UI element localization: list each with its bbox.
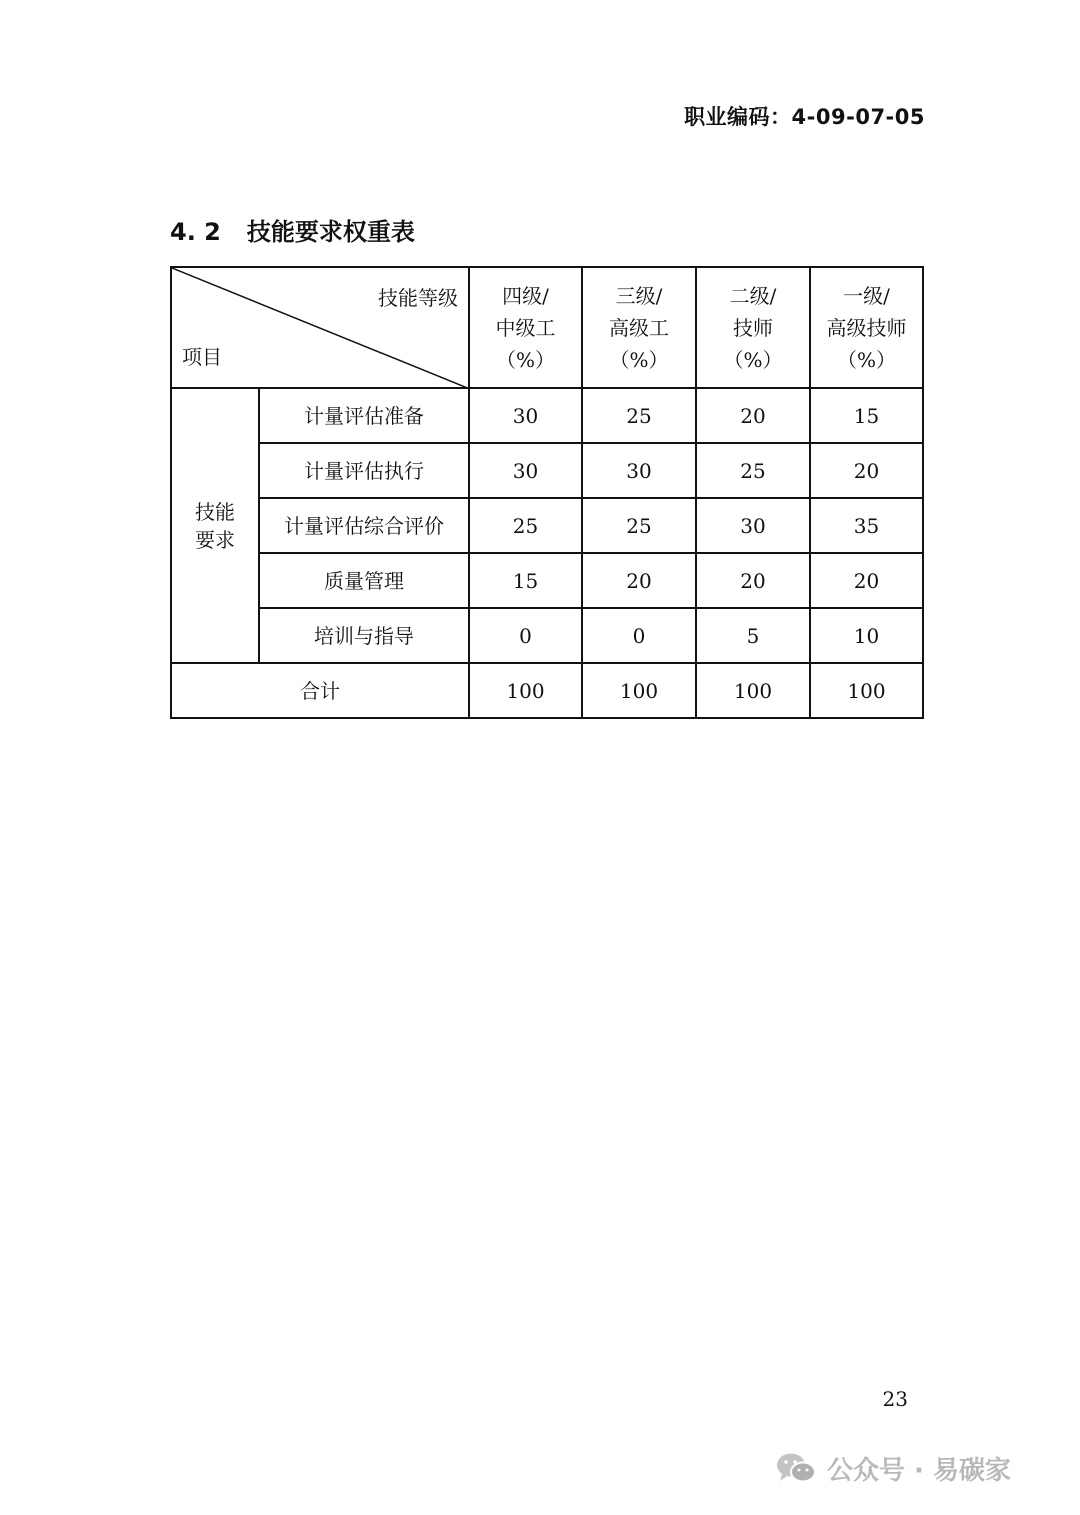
table-cell: 25 — [582, 498, 696, 553]
column-header-line: 中级工 — [495, 315, 556, 340]
watermark-text: 公众号 · 易碳家 — [827, 1455, 1011, 1486]
watermark — [775, 1448, 1011, 1488]
section-heading — [170, 212, 415, 247]
column-header-line: 技师 — [733, 315, 773, 340]
table-row — [171, 443, 923, 498]
occupation-code: 职业编码：4-09-07-05 — [684, 105, 925, 129]
table-cell: 30 — [696, 498, 810, 553]
wechat-icon — [775, 1451, 817, 1485]
table-cell: 30 — [469, 443, 582, 498]
table-row — [171, 608, 923, 663]
row-label: 计量评估执行 — [259, 443, 469, 498]
diagonal-header-cell — [171, 267, 469, 388]
table-row — [171, 388, 923, 443]
table-cell: 20 — [582, 553, 696, 608]
row-label: 培训与指导 — [259, 608, 469, 663]
column-header — [582, 267, 696, 388]
group-label-line: 要求 — [195, 527, 235, 552]
corner-label-grade: 技能等级 — [378, 286, 458, 310]
table-cell: 10 — [810, 608, 923, 663]
table-cell: 30 — [582, 443, 696, 498]
header-row — [171, 267, 923, 388]
total-label: 合计 — [171, 663, 469, 718]
table-cell: 25 — [582, 388, 696, 443]
section-number: 4. 2 — [170, 218, 221, 246]
table-cell: 20 — [810, 553, 923, 608]
skill-weight-table — [170, 266, 924, 719]
table-row — [171, 498, 923, 553]
row-label: 质量管理 — [259, 553, 469, 608]
table-cell: 20 — [696, 388, 810, 443]
section-title: 技能要求权重表 — [246, 218, 415, 246]
table-cell: 20 — [696, 553, 810, 608]
column-header-line: 四级/ — [502, 283, 549, 308]
column-header-line: 高级技师 — [826, 315, 907, 340]
table-cell: 0 — [469, 608, 582, 663]
column-header-line: 三级/ — [615, 283, 663, 308]
column-header — [696, 267, 810, 388]
table-cell: 15 — [810, 388, 923, 443]
total-row — [171, 663, 923, 718]
column-header-line: 二级/ — [729, 283, 777, 308]
column-header-line: 一级/ — [843, 283, 890, 308]
column-header-line: 高级工 — [609, 315, 669, 340]
group-label-cell — [171, 388, 259, 663]
table-cell: 35 — [810, 498, 923, 553]
table-cell: 100 — [469, 663, 582, 718]
column-header-line: （%） — [723, 347, 783, 372]
table-cell: 30 — [469, 388, 582, 443]
table-cell: 100 — [810, 663, 923, 718]
row-label: 计量评估准备 — [259, 388, 469, 443]
column-header-line: （%） — [609, 347, 669, 372]
table-cell: 0 — [582, 608, 696, 663]
table-cell: 5 — [696, 608, 810, 663]
column-header-line: （%） — [836, 347, 896, 372]
table-cell: 20 — [810, 443, 923, 498]
table-row — [171, 553, 923, 608]
group-label-line: 技能 — [195, 499, 235, 524]
table-cell: 25 — [696, 443, 810, 498]
column-header — [810, 267, 923, 388]
page-number: 23 — [882, 1387, 908, 1411]
table-cell: 100 — [696, 663, 810, 718]
column-header-line: （%） — [495, 347, 555, 372]
row-label: 计量评估综合评价 — [259, 498, 469, 553]
table-cell: 100 — [582, 663, 696, 718]
column-header — [469, 267, 582, 388]
corner-label-item: 项目 — [182, 345, 222, 369]
table-cell: 25 — [469, 498, 582, 553]
table-cell: 15 — [469, 553, 582, 608]
